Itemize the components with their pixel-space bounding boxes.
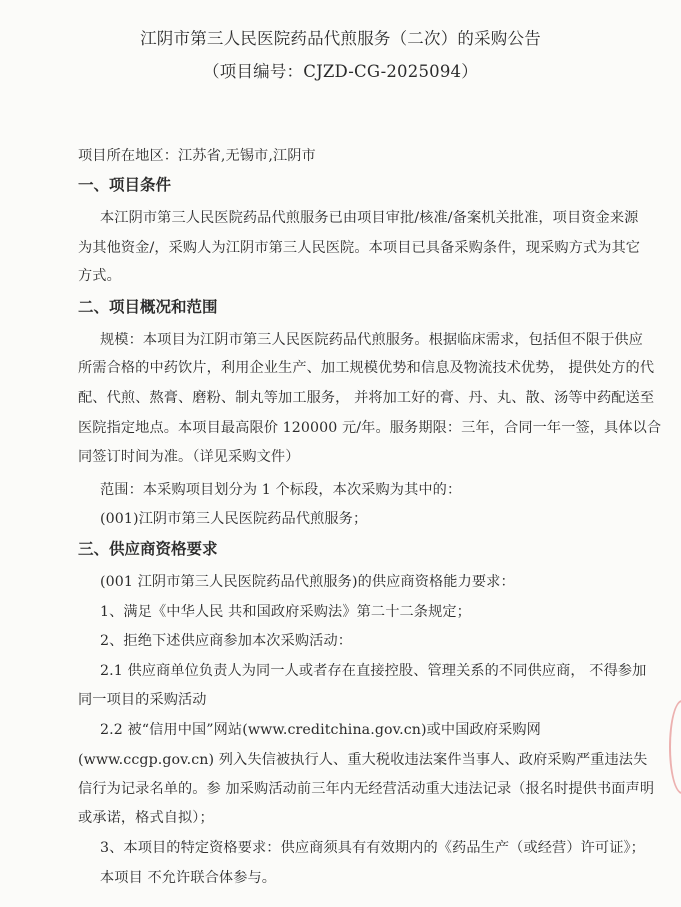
paragraph-line: (www.ccgp.gov.cn) 列入失信被执行人、重大税收违法案件当事人、政府采购严重违法失 (78, 752, 648, 768)
paragraph-line: 范围：本采购项目划分为 1 个标段，本次采购为其中的： (100, 482, 462, 498)
paragraph-line: 2.1 供应商单位负责人为同一人或者存在直接控股、管理关系的不同供应商， 不得参加 (100, 663, 647, 679)
project-number: （项目编号：CJZD-CG-2025094） (203, 62, 478, 81)
section-heading-1: 一、项目条件 (78, 176, 172, 194)
paragraph-line: 为其他资金/，采购人为江阴市第三人民医院。本项目已具备采购条件，现采购方式为其它 (78, 240, 641, 256)
paragraph-line: 医院指定地点。本项目最高限价 120000 元/年。服务期限：三年，合同一年一签，具体以合 (78, 420, 662, 436)
paragraph-line: 2、拒绝下述供应商参加本次采购活动： (100, 633, 353, 649)
paragraph-line: 所需合格的中药饮片，利用企业生产、加工规模优势和信息及物流技术优势， 提供处方的代 (78, 360, 655, 376)
project-region: 项目所在地区：江苏省,无锡市,江阴市 (78, 148, 316, 164)
paragraph-line: 配、代煎、熬膏、磨粉、制丸等加工服务， 并将加工好的膏、丹、丸、散、汤等中药配送至 (78, 390, 655, 406)
document-title: 江阴市第三人民医院药品代煎服务（二次）的采购公告 (140, 29, 541, 48)
paragraph-line: (001 江阴市第三人民医院药品代煎服务)的供应商资格能力要求： (100, 574, 515, 590)
paragraph-line: (001)江阴市第三人民医院药品代煎服务； (100, 511, 368, 527)
paragraph-line: 本江阴市第三人民医院药品代煎服务已由项目审批/核准/备案机关批准，项目资金来源 (100, 210, 639, 226)
paragraph-line: 方式。 (78, 268, 121, 284)
section-heading-2: 二、项目概况和范围 (78, 298, 218, 316)
paragraph-line: 同签订时间为准。（详见采购文件） (78, 449, 300, 465)
paragraph-line: 1、满足《中华人民 共和国政府采购法》第二十二条规定； (100, 604, 471, 620)
paragraph-line: 信行为记录名单的。参 加采购活动前三年内无经营活动重大违法记录（报名时提供书面声明 (78, 781, 655, 797)
paragraph-line: 或承诺，格式自拟）； (78, 810, 214, 826)
paragraph-line: 3、本项目的特定资格要求：供应商须具有有效期内的《药品生产（或经营）许可证》； (100, 840, 645, 856)
paragraph-line: 2.2 被“信用中国”网站(www.creditchina.gov.cn)或中国政府采购网 (100, 722, 541, 738)
paragraph-line: 本项目 不允许联合体参与。 (100, 870, 277, 886)
paragraph-line: 同一项目的采购活动 (78, 692, 207, 708)
paragraph-line: 规模：本项目为江阴市第三人民医院药品代煎服务。根据临床需求，包括但不限于供应 (100, 332, 643, 348)
seal-stamp-edge (669, 700, 681, 794)
section-heading-3: 三、供应商资格要求 (78, 540, 218, 558)
